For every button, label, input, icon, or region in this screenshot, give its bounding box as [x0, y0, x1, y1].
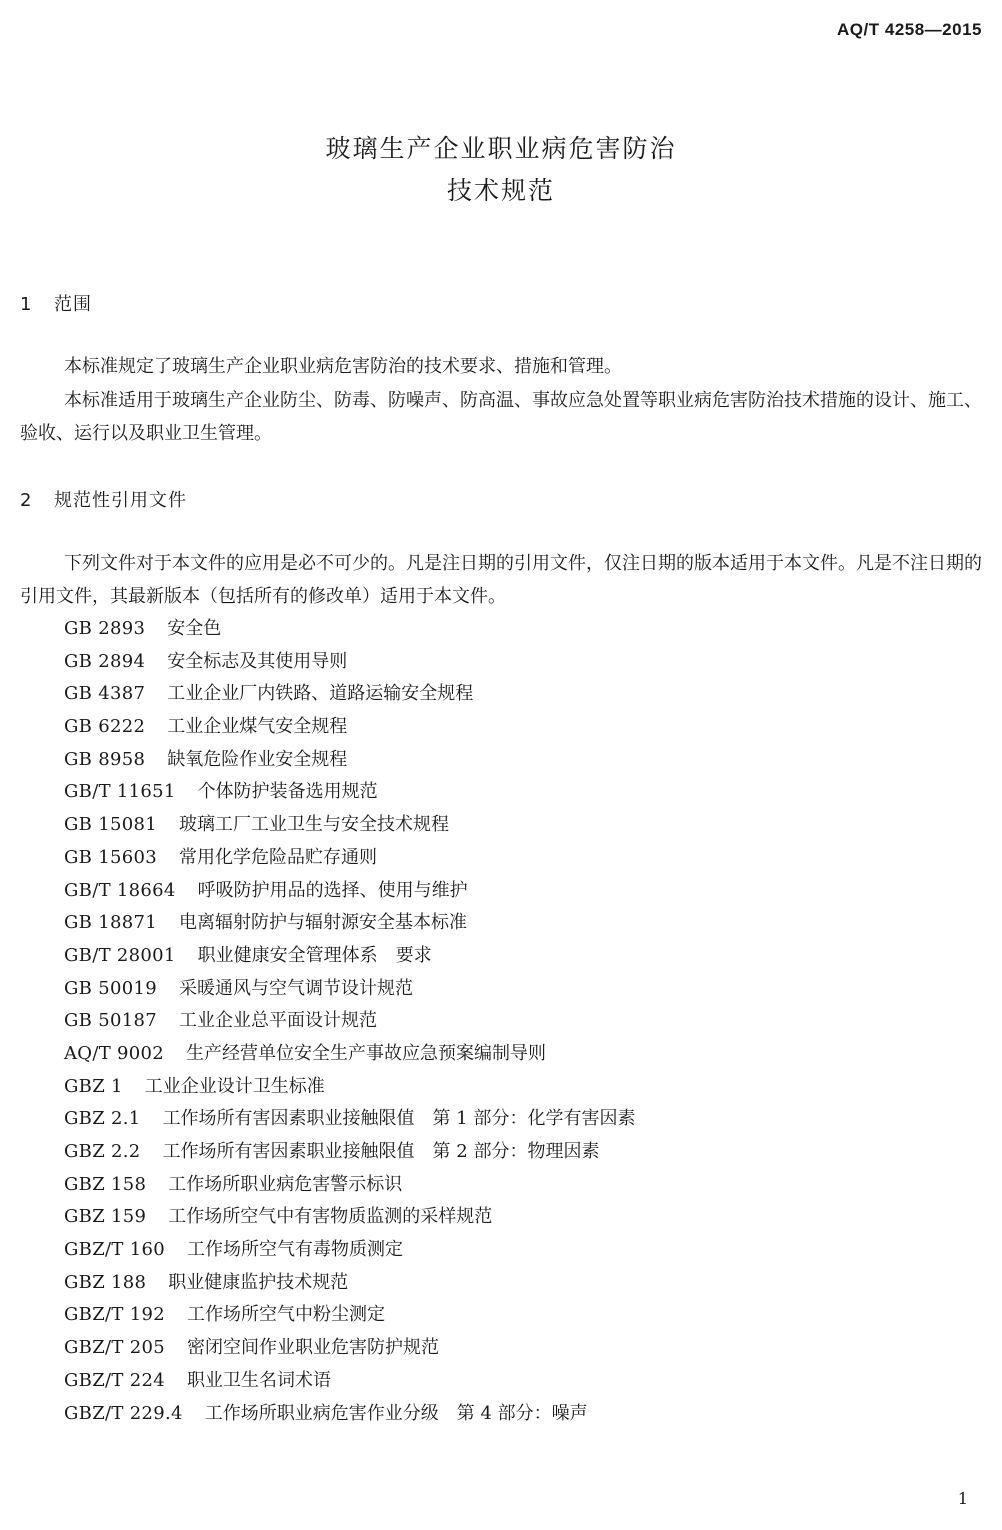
reference-item — [64, 1267, 635, 1300]
reference-title: 工业企业总平面设计规范 — [179, 1010, 377, 1032]
reference-code: GB 8958 — [64, 748, 146, 770]
reference-code: GB/T 28001 — [64, 944, 176, 966]
title-line-1: 玻璃生产企业职业病危害防治 — [325, 134, 677, 163]
reference-code: GB 6222 — [64, 716, 146, 738]
reference-title: 密闭空间作业职业危害防护规范 — [186, 1337, 439, 1359]
reference-title: 工作场所空气有毒物质测定 — [186, 1239, 403, 1261]
reference-item — [64, 1201, 635, 1234]
reference-code: GB 15603 — [64, 846, 157, 868]
section-2-heading — [20, 486, 187, 512]
reference-title: 个体防护装备选用规范 — [197, 781, 378, 803]
section-2-paragraph-1: 下列文件对于本文件的应用是必不可少的。凡是注日期的引用文件，仅注日期的版本适用于本文件。凡是不注日期的引用文件，其最新版本（包括所有的修改单）适用于本文件。 — [20, 553, 982, 607]
reference-item — [64, 1398, 635, 1431]
section-number: 2 — [20, 490, 33, 511]
reference-code: GBZ 2.1 — [64, 1108, 141, 1130]
reference-title: 常用化学危险品贮存通则 — [179, 846, 377, 868]
reference-code: GB/T 11651 — [64, 781, 176, 803]
section-1-heading — [20, 290, 92, 316]
reference-code: GB/T 18664 — [64, 879, 176, 901]
reference-code: GBZ/T 192 — [64, 1304, 165, 1326]
reference-item — [64, 613, 635, 646]
reference-item — [64, 1136, 635, 1169]
reference-item — [64, 711, 635, 744]
section-number: 1 — [20, 294, 33, 315]
reference-title: 职业卫生名词术语 — [186, 1369, 331, 1391]
reference-code: GB 18871 — [64, 912, 157, 934]
reference-title: 工业企业厂内铁路、道路运输安全规程 — [167, 683, 474, 705]
reference-item — [64, 1005, 635, 1038]
reference-title: 安全色 — [167, 618, 222, 639]
reference-item — [64, 875, 635, 908]
reference-item — [64, 646, 635, 679]
reference-code: AQ/T 9002 — [64, 1042, 165, 1064]
reference-title: 玻璃工厂工业卫生与安全技术规程 — [179, 814, 449, 836]
reference-title: 呼吸防护用品的选择、使用与维护 — [197, 879, 468, 901]
reference-code: GBZ 159 — [64, 1206, 147, 1228]
reference-title: 工作场所空气中有害物质监测的采样规范 — [168, 1206, 493, 1228]
reference-title: 工作场所有害因素职业接触限值 第 2 部分：物理因素 — [162, 1141, 600, 1162]
reference-title: 采暖通风与空气调节设计规范 — [179, 977, 413, 999]
reference-item — [64, 809, 635, 842]
reference-title: 缺氧危险作业安全规程 — [167, 748, 348, 770]
reference-title: 工作场所职业病危害警示标识 — [168, 1173, 403, 1195]
reference-code: GBZ/T 160 — [64, 1239, 165, 1261]
reference-title: 职业健康监护技术规范 — [168, 1271, 349, 1293]
section-title: 规范性引用文件 — [54, 490, 187, 511]
reference-item — [64, 940, 635, 973]
reference-code: GBZ 2.2 — [64, 1141, 141, 1162]
reference-code: GBZ 1 — [64, 1075, 123, 1097]
reference-code: GBZ 188 — [64, 1271, 147, 1293]
reference-title: 工业企业煤气安全规程 — [167, 716, 348, 738]
reference-item — [64, 1071, 635, 1104]
reference-code: GB 2894 — [64, 650, 146, 672]
reference-title: 安全标志及其使用导则 — [167, 650, 348, 672]
reference-code: GBZ/T 229.4 — [64, 1402, 183, 1424]
reference-title: 生产经营单位安全生产事故应急预案编制导则 — [186, 1042, 547, 1064]
reference-item — [64, 842, 635, 875]
reference-item — [64, 907, 635, 940]
reference-title: 工作场所空气中粉尘测定 — [186, 1304, 385, 1326]
reference-code: GBZ/T 224 — [64, 1369, 165, 1391]
reference-code: GB 15081 — [64, 814, 157, 836]
reference-item — [64, 1234, 635, 1267]
reference-code: GBZ 158 — [64, 1173, 147, 1195]
reference-title: 工作场所有害因素职业接触限值 第 1 部分：化学有害因素 — [162, 1108, 636, 1130]
reference-item — [64, 1038, 635, 1071]
document-code: AQ/T 4258—2015 — [837, 20, 982, 39]
section-title: 范围 — [54, 294, 92, 315]
section-1-paragraph-1: 本标准规定了玻璃生产企业职业病危害防治的技术要求、措施和管理。 — [64, 356, 622, 377]
reference-item — [64, 776, 635, 809]
reference-title: 工作场所职业病危害作业分级 第 4 部分：噪声 — [204, 1402, 588, 1424]
page-number: 1 — [957, 1489, 968, 1508]
reference-title: 职业健康安全管理体系 要求 — [197, 944, 432, 966]
document-title — [0, 128, 1002, 212]
reference-code: GBZ/T 205 — [64, 1337, 165, 1359]
reference-code: GB 2893 — [64, 618, 146, 639]
reference-item — [64, 1332, 635, 1365]
reference-item — [64, 973, 635, 1006]
reference-item — [64, 678, 635, 711]
reference-code: GB 50019 — [64, 977, 157, 999]
reference-title: 电离辐射防护与辐射源安全基本标准 — [179, 912, 467, 934]
reference-list — [64, 613, 635, 1430]
reference-item — [64, 1365, 635, 1398]
reference-code: GB 4387 — [64, 683, 146, 705]
reference-title: 工业企业设计卫生标准 — [144, 1075, 325, 1097]
reference-item — [64, 744, 635, 777]
reference-code: GB 50187 — [64, 1010, 157, 1032]
reference-item — [64, 1299, 635, 1332]
reference-item — [64, 1103, 635, 1136]
reference-item — [64, 1169, 635, 1202]
section-1-paragraph-2: 本标准适用于玻璃生产企业防尘、防毒、防噪声、防高温、事故应急处置等职业病危害防治技术措施的设计、施工、验收、运行以及职业卫生管理。 — [20, 390, 982, 444]
title-line-2: 技术规范 — [446, 176, 555, 205]
